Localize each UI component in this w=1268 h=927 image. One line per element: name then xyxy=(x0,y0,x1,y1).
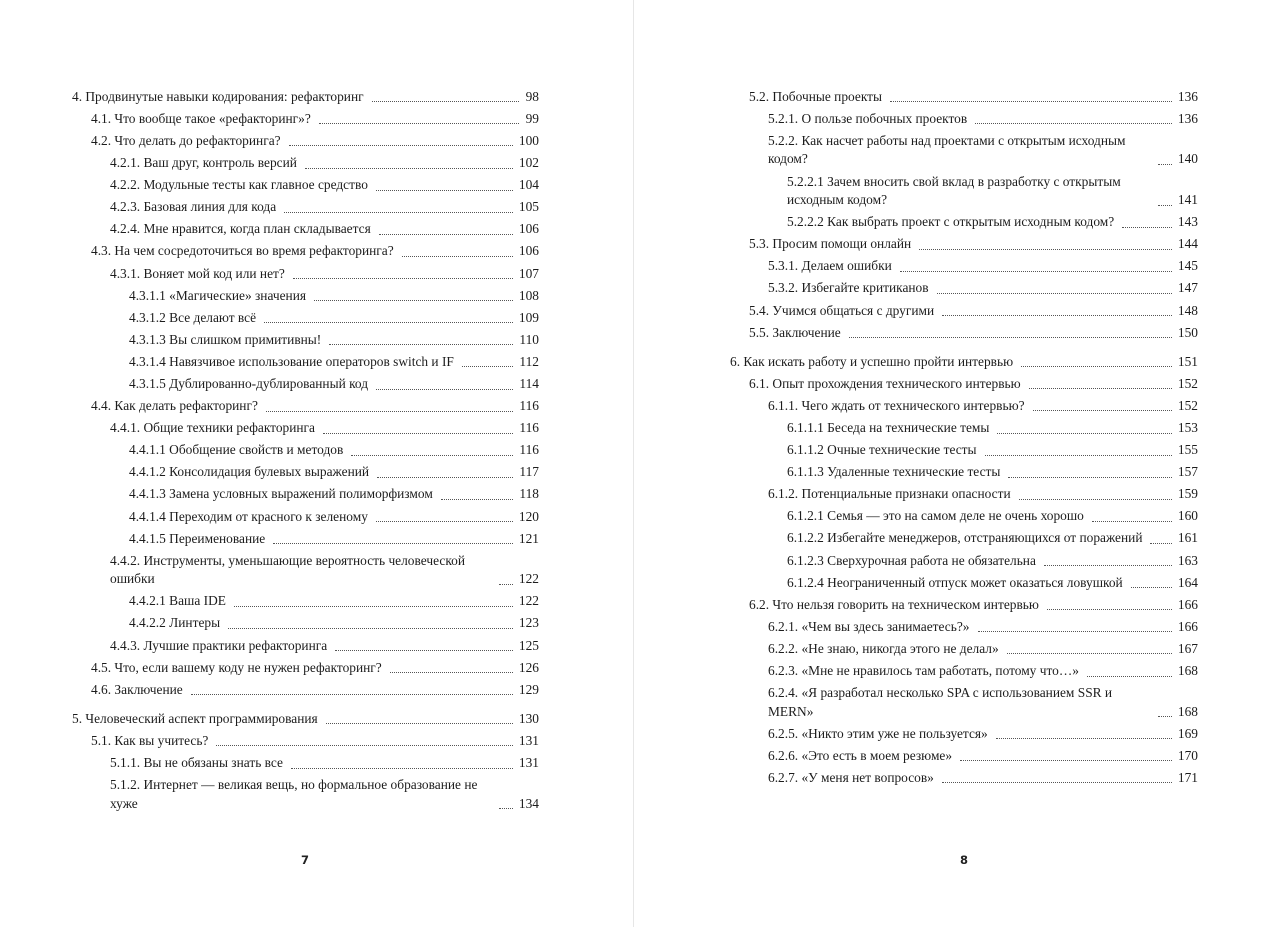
toc-entry xyxy=(730,745,1198,767)
dot-leader xyxy=(900,270,1172,272)
toc-entry-page: 144 xyxy=(1177,236,1198,252)
toc-entry xyxy=(72,307,539,329)
dot-leader xyxy=(289,144,513,146)
toc-entry-page: 153 xyxy=(1177,420,1198,436)
toc-entry-page: 167 xyxy=(1177,640,1198,656)
toc-entry-title: 6.1.2.4 Неограниченный отпуск может оказаться ловушкой xyxy=(787,574,1123,590)
toc-entry-title: 6.1.2. Потенциальные признаки опасности xyxy=(768,486,1011,502)
toc-entry-title: 6.1.1.1 Беседа на технические темы xyxy=(787,420,990,436)
toc-entry-title: 4.4.1.3 Замена условных выражений полиморфизмом xyxy=(129,486,433,502)
toc-entry-page: 121 xyxy=(518,530,539,546)
toc-entry-title: 4.4.1.4 Переходим от красного к зеленому xyxy=(129,508,368,524)
toc-entry xyxy=(730,723,1198,745)
toc-entry-page: 157 xyxy=(1177,464,1198,480)
dot-leader xyxy=(1008,476,1172,478)
toc-entry-page: 104 xyxy=(518,177,539,193)
toc-entry xyxy=(730,638,1198,660)
toc-entry xyxy=(72,351,539,373)
toc-entry xyxy=(72,417,539,439)
dot-leader xyxy=(372,100,519,102)
toc-entry-page: 98 xyxy=(525,88,539,104)
toc-entry-page: 116 xyxy=(519,420,539,436)
dot-leader xyxy=(376,388,513,390)
dot-leader xyxy=(1122,226,1172,228)
toc-entry-title: 4.2.4. Мне нравится, когда план складывается xyxy=(110,221,371,237)
toc-entry-title: 4.3.1. Воняет мой код или нет? xyxy=(110,265,285,281)
toc-entry-title: 6.1.2.3 Сверхурочная работа не обязательна xyxy=(787,552,1036,568)
toc-entry-title: 4.3.1.5 Дублированно-дублированный код xyxy=(129,376,369,392)
toc-entry-title: 5.3.2. Избегайте критиканов xyxy=(768,280,929,296)
toc-entry xyxy=(72,219,539,241)
toc-entry-page: 123 xyxy=(518,615,539,631)
toc-entry xyxy=(72,152,539,174)
toc-entry-title: 5.1. Как вы учитесь? xyxy=(91,732,209,748)
dot-leader xyxy=(997,432,1172,434)
toc-entry-page: 102 xyxy=(518,155,539,171)
toc-entry-page: 108 xyxy=(518,287,539,303)
toc-entry-title: 5.1.1. Вы не обязаны знать все xyxy=(110,755,283,771)
toc-entry xyxy=(72,174,539,196)
toc-entry-page: 143 xyxy=(1177,214,1198,230)
toc-entry-page: 161 xyxy=(1177,530,1198,546)
toc-entry-page: 168 xyxy=(1177,703,1198,719)
dot-leader xyxy=(264,321,513,323)
dot-leader xyxy=(849,336,1172,338)
dot-leader xyxy=(978,630,1172,632)
dot-leader xyxy=(985,454,1172,456)
dot-leader xyxy=(499,583,513,585)
toc-entry-title: 6.2.2. «Не знаю, никогда этого не делал» xyxy=(768,640,999,656)
toc-entry-page: 151 xyxy=(1177,353,1198,369)
toc-entry-page: 171 xyxy=(1177,769,1198,785)
toc-entry-title: 4.3.1.4 Навязчивое использование операторов switch и IF xyxy=(129,353,454,369)
toc-entry xyxy=(72,506,539,528)
dot-leader xyxy=(462,365,514,367)
toc-entry-page: 148 xyxy=(1177,302,1198,318)
dot-leader xyxy=(1021,365,1172,367)
toc-entry-title: 4.4.1.5 Переименование xyxy=(129,530,266,546)
right-page xyxy=(634,0,1268,927)
dot-leader xyxy=(291,767,513,769)
toc-entry xyxy=(730,395,1198,417)
toc-entry xyxy=(730,660,1198,682)
toc-entry-title: 6.1.1.2 Очные технические тесты xyxy=(787,442,977,458)
dot-leader xyxy=(379,233,513,235)
toc-entry-title: 4.3.1.1 «Магические» значения xyxy=(129,287,307,303)
page-number: 7 xyxy=(300,853,309,867)
toc-entry-page: 110 xyxy=(519,331,539,347)
toc-entry xyxy=(72,774,539,815)
dot-leader xyxy=(919,248,1172,250)
toc-entry-page: 116 xyxy=(519,442,539,458)
toc-entry xyxy=(730,506,1198,528)
left-page xyxy=(0,0,633,927)
toc-entry-title: 4.4.3. Лучшие практики рефакторинга xyxy=(110,637,328,653)
toc-entry-title: 4.4.2.2 Линтеры xyxy=(129,615,221,631)
dot-leader xyxy=(216,744,513,746)
dot-leader xyxy=(314,299,513,301)
toc-entry-title: 6.2.6. «Это есть в моем резюме» xyxy=(768,747,953,763)
dot-leader xyxy=(335,649,513,651)
toc-entry xyxy=(72,285,539,307)
toc-entry-page: 100 xyxy=(518,132,539,148)
toc-entry-title: 6. Как искать работу и успешно пройти интервью xyxy=(730,353,1014,369)
toc-entry xyxy=(72,550,539,591)
dot-leader xyxy=(266,410,513,412)
toc-entry xyxy=(72,730,539,752)
toc-entry-title: 4. Продвинутые навыки кодирования: рефакторинг xyxy=(72,88,364,104)
toc-entry-title: 5.2.1. О пользе побочных проектов xyxy=(768,110,968,126)
dot-leader xyxy=(351,454,513,456)
toc-entry-page: 118 xyxy=(519,486,539,502)
toc-entry-page: 136 xyxy=(1177,110,1198,126)
toc-entry xyxy=(730,300,1198,322)
toc-entry-page: 122 xyxy=(518,571,539,587)
dot-leader xyxy=(1092,520,1172,522)
toc-entry-title: 4.3. На чем сосредоточиться во время рефакторинга? xyxy=(91,243,394,259)
toc-entry-title: 5.2. Побочные проекты xyxy=(749,88,882,104)
toc-entry-page: 99 xyxy=(525,110,539,126)
toc-entry xyxy=(730,322,1198,344)
toc-entry xyxy=(72,462,539,484)
toc-entry xyxy=(72,613,539,635)
toc-entry-title: 6.2.4. «Я разработал несколько SPA с использованием SSR и MERN» xyxy=(768,685,1113,719)
toc-entry xyxy=(730,211,1198,233)
toc-entry-page: 116 xyxy=(519,398,539,414)
toc-entry xyxy=(72,528,539,550)
dot-leader xyxy=(1087,675,1172,677)
toc-entry xyxy=(72,373,539,395)
toc-entry-page: 141 xyxy=(1177,192,1198,208)
toc-entry-page: 109 xyxy=(518,309,539,325)
dot-leader xyxy=(377,476,513,478)
toc-entry xyxy=(730,86,1198,108)
toc-entry xyxy=(72,484,539,506)
toc-entry xyxy=(730,256,1198,278)
toc-entry xyxy=(72,329,539,351)
dot-leader xyxy=(234,605,513,607)
toc-entry-title: 4.4. Как делать рефакторинг? xyxy=(91,398,258,414)
toc-entry-page: 145 xyxy=(1177,258,1198,274)
dot-leader xyxy=(329,343,513,345)
toc-entry-page: 130 xyxy=(518,710,539,726)
toc-entry-page: 125 xyxy=(518,637,539,653)
toc-entry-page: 105 xyxy=(518,199,539,215)
toc-entry-page: 152 xyxy=(1177,397,1198,413)
toc-entry-title: 6.2.7. «У меня нет вопросов» xyxy=(768,769,934,785)
dot-leader xyxy=(1019,498,1172,500)
toc-entry xyxy=(72,635,539,657)
toc-entry-page: 170 xyxy=(1177,747,1198,763)
dot-leader xyxy=(326,722,513,724)
dot-leader xyxy=(975,122,1172,124)
toc-entry-title: 5.2.2. Как насчет работы над проектами с открытым исходным кодом? xyxy=(768,132,1126,167)
toc-entry-title: 6.1. Опыт прохождения технического интервью xyxy=(749,375,1021,391)
table-of-contents xyxy=(730,86,1198,789)
toc-entry-title: 5.1.2. Интернет — великая вещь, но формальное образование не хуже xyxy=(110,777,478,811)
toc-entry xyxy=(730,233,1198,255)
toc-entry-title: 4.2. Что делать до рефакторинга? xyxy=(91,132,281,148)
dot-leader xyxy=(1047,608,1172,610)
toc-entry-title: 4.1. Что вообще такое «рефакторинг»? xyxy=(91,110,311,126)
dot-leader xyxy=(305,167,513,169)
toc-entry-title: 5.5. Заключение xyxy=(749,324,841,340)
toc-entry-title: 5.2.2.2 Как выбрать проект с открытым исходным кодом? xyxy=(787,214,1115,230)
dot-leader xyxy=(1131,586,1172,588)
dot-leader xyxy=(1007,652,1172,654)
toc-entry xyxy=(730,594,1198,616)
toc-entry-page: 168 xyxy=(1177,663,1198,679)
dot-leader xyxy=(228,627,513,629)
toc-entry xyxy=(730,572,1198,594)
toc-entry xyxy=(730,682,1198,723)
dot-leader xyxy=(1033,409,1172,411)
toc-entry-page: 131 xyxy=(518,755,539,771)
toc-entry xyxy=(730,528,1198,550)
toc-entry xyxy=(72,591,539,613)
dot-leader xyxy=(376,520,513,522)
toc-entry-page: 164 xyxy=(1177,574,1198,590)
toc-entry-page: 120 xyxy=(518,508,539,524)
dot-leader xyxy=(1158,163,1172,165)
dot-leader xyxy=(942,781,1172,783)
toc-entry-title: 6.2.3. «Мне не нравилось там работать, потому что…» xyxy=(768,663,1079,679)
toc-entry xyxy=(72,130,539,152)
toc-entry-title: 4.6. Заключение xyxy=(91,681,183,697)
toc-entry-page: 169 xyxy=(1177,725,1198,741)
dot-leader xyxy=(402,255,513,257)
dot-leader xyxy=(273,542,513,544)
dot-leader xyxy=(376,189,513,191)
toc-entry xyxy=(730,278,1198,300)
toc-entry-title: 4.3.1.3 Вы слишком примитивны! xyxy=(129,331,322,347)
toc-entry-page: 160 xyxy=(1177,508,1198,524)
dot-leader xyxy=(1150,542,1171,544)
toc-entry-title: 5.2.2.1 Зачем вносить свой вклад в разработку с открытым исходным кодом? xyxy=(787,173,1121,208)
dot-leader xyxy=(996,737,1172,739)
toc-entry-title: 6.2. Что нельзя говорить на техническом интервью xyxy=(749,596,1039,612)
toc-entry xyxy=(730,373,1198,395)
toc-entry-title: 5.4. Учимся общаться с другими xyxy=(749,302,935,318)
toc-entry-title: 5. Человеческий аспект программирования xyxy=(72,710,318,726)
toc-entry xyxy=(730,130,1198,171)
toc-entry-page: 117 xyxy=(519,464,539,480)
toc-entry-page: 114 xyxy=(519,376,539,392)
toc-entry-page: 155 xyxy=(1177,442,1198,458)
toc-entry-title: 4.4.2.1 Ваша IDE xyxy=(129,593,226,609)
toc-entry-title: 6.1.2.1 Семья — это на самом деле не очень хорошо xyxy=(787,508,1084,524)
toc-entry xyxy=(72,86,539,108)
toc-entry xyxy=(72,440,539,462)
dot-leader xyxy=(1044,564,1172,566)
toc-entry xyxy=(72,708,539,730)
toc-entry xyxy=(72,395,539,417)
toc-entry-page: 112 xyxy=(519,353,539,369)
dot-leader xyxy=(937,292,1172,294)
toc-entry-title: 4.4.2. Инструменты, уменьшающие вероятность человеческой ошибки xyxy=(110,552,466,587)
toc-entry-title: 4.4.1.1 Обобщение свойств и методов xyxy=(129,442,344,458)
dot-leader xyxy=(1158,715,1172,717)
toc-entry xyxy=(72,752,539,774)
toc-entry-page: 152 xyxy=(1177,375,1198,391)
toc-entry-page: 150 xyxy=(1177,324,1198,340)
dot-leader xyxy=(284,211,513,213)
toc-entry-page: 159 xyxy=(1177,486,1198,502)
dot-leader xyxy=(441,498,514,500)
toc-entry xyxy=(730,171,1198,212)
toc-entry-title: 6.1.1. Чего ждать от технического интервью? xyxy=(768,397,1025,413)
dot-leader xyxy=(942,314,1172,316)
toc-entry xyxy=(72,108,539,130)
toc-entry xyxy=(72,263,539,285)
dot-leader xyxy=(390,671,513,673)
dot-leader xyxy=(191,693,513,695)
toc-entry-title: 4.2.1. Ваш друг, контроль версий xyxy=(110,155,297,171)
toc-entry-page: 163 xyxy=(1177,552,1198,568)
toc-entry xyxy=(730,351,1198,373)
toc-entry xyxy=(730,767,1198,789)
toc-entry-page: 129 xyxy=(518,681,539,697)
toc-entry-page: 106 xyxy=(518,221,539,237)
toc-entry-title: 6.2.1. «Чем вы здесь занимаетесь?» xyxy=(768,618,970,634)
toc-entry xyxy=(72,657,539,679)
toc-entry xyxy=(730,550,1198,572)
toc-entry-page: 140 xyxy=(1177,151,1198,167)
toc-entry-page: 126 xyxy=(518,659,539,675)
toc-entry xyxy=(730,439,1198,461)
dot-leader xyxy=(499,807,513,809)
toc-entry xyxy=(730,461,1198,483)
page-number: 8 xyxy=(959,853,968,867)
toc-entry-page: 166 xyxy=(1177,596,1198,612)
toc-entry xyxy=(730,417,1198,439)
toc-entry-page: 166 xyxy=(1177,618,1198,634)
toc-entry-page: 107 xyxy=(518,265,539,281)
toc-entry-page: 147 xyxy=(1177,280,1198,296)
toc-entry xyxy=(72,679,539,701)
dot-leader xyxy=(960,759,1172,761)
toc-entry-title: 5.3. Просим помощи онлайн xyxy=(749,236,912,252)
toc-entry-title: 4.3.1.2 Все делают всё xyxy=(129,309,257,325)
toc-entry-page: 131 xyxy=(518,732,539,748)
toc-entry-page: 122 xyxy=(518,593,539,609)
toc-entry-title: 6.1.1.3 Удаленные технические тесты xyxy=(787,464,1001,480)
dot-leader xyxy=(319,122,519,124)
toc-entry-title: 4.4.1.2 Консолидация булевых выражений xyxy=(129,464,370,480)
toc-entry-title: 4.4.1. Общие техники рефакторинга xyxy=(110,420,315,436)
toc-entry xyxy=(730,484,1198,506)
toc-entry-title: 6.1.2.2 Избегайте менеджеров, отстраняющихся от поражений xyxy=(787,530,1143,546)
toc-entry-title: 5.3.1. Делаем ошибки xyxy=(768,258,892,274)
toc-entry xyxy=(730,108,1198,130)
dot-leader xyxy=(293,277,513,279)
toc-entry xyxy=(72,241,539,263)
toc-entry-page: 134 xyxy=(518,795,539,811)
toc-entry-title: 4.5. Что, если вашему коду не нужен рефакторинг? xyxy=(91,659,382,675)
table-of-contents xyxy=(72,86,539,815)
toc-entry-page: 106 xyxy=(518,243,539,259)
toc-entry-title: 4.2.2. Модульные тесты как главное средство xyxy=(110,177,368,193)
toc-entry xyxy=(72,196,539,218)
dot-leader xyxy=(1158,204,1172,206)
toc-entry-title: 4.2.3. Базовая линия для кода xyxy=(110,199,277,215)
toc-entry-page: 136 xyxy=(1177,88,1198,104)
toc-entry-title: 6.2.5. «Никто этим уже не пользуется» xyxy=(768,725,988,741)
toc-entry xyxy=(730,616,1198,638)
dot-leader xyxy=(1029,387,1172,389)
dot-leader xyxy=(323,432,513,434)
dot-leader xyxy=(890,100,1172,102)
